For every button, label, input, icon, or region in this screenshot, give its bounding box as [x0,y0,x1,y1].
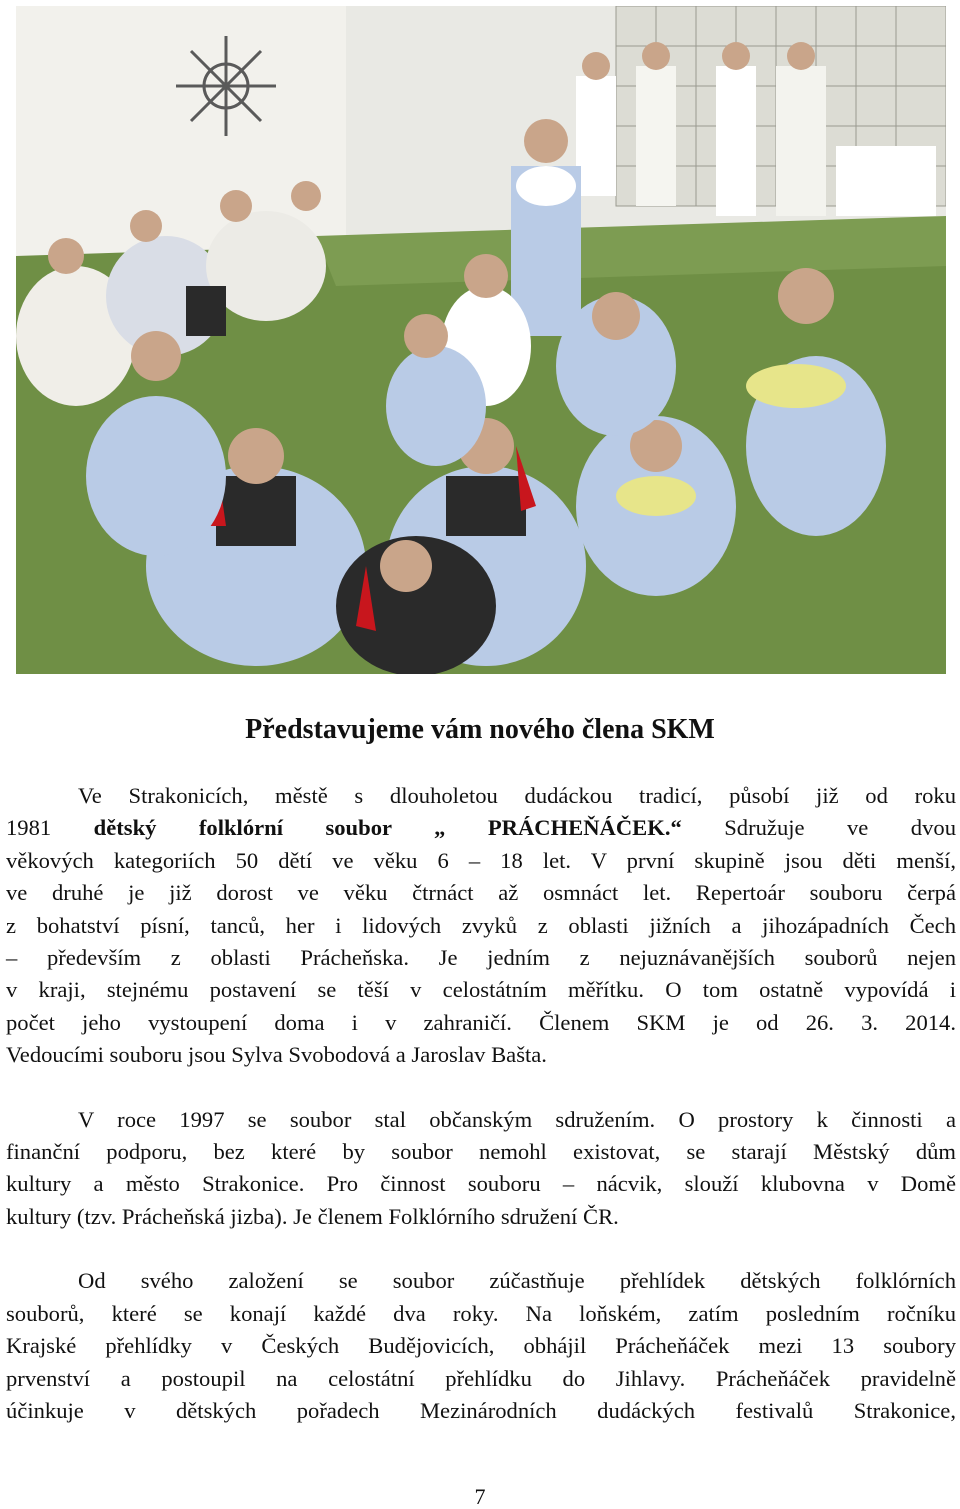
text-line: prvenství a postoupil na celostátní přehlídku do Jihlavy. Prácheňáček pravidelně [6,1365,956,1391]
ensemble-name: dětský folklórní soubor „ PRÁCHEŇÁČEK.“ [93,815,682,841]
article-title: Představujeme vám nového člena SKM [245,714,715,745]
text-line: finanční podporu, bez které by soubor nemohl existovat, se starají Městský dům [6,1139,956,1165]
text-line: Vedoucími souboru jsou Sylva Svobodová a Jaroslav Bašta. [6,1042,547,1068]
text-line: ve druhé je již dorost ve věku čtrnáct až osmnáct let. Repertoár souboru čerpá [6,880,956,906]
paragraph-2 [6,1104,956,1234]
text-line: Od svého založení se soubor zúčastňuje přehlídek dětských folklórních [78,1268,956,1294]
text-line: Ve Strakonicích, městě s dlouholetou dudáckou tradicí, působí již od roku [78,783,956,808]
page-number: 7 [474,1484,486,1509]
paragraph-1 [6,780,956,1072]
text-fragment: Sdružuje ve dvou [681,815,956,841]
text-line: Krajské přehlídky v Českých Budějovicích, obhájil Prácheňáček mezi 13 soubory [6,1333,956,1359]
text-fragment: 1981 [6,815,94,841]
text-line: v kraji, stejnému postavení se těší v celostátním měřítku. O tom ostatně vypovídá i [6,977,956,1003]
text-line: souborů, které se konají každé dva roky. Na loňském, zatím posledním ročníku [6,1300,956,1326]
article-body [6,780,956,1427]
photo-children-folk-ensemble [16,6,946,674]
text-line: účinkuje v dětských pořadech Mezinárodních dudáckých festivalů Strakonice, [6,1397,956,1423]
ensemble-photo [16,6,946,674]
text-line: V roce 1997 se soubor stal občanským sdružením. O prostory k činnosti a [78,1106,956,1132]
text-line: počet jeho vystoupení doma i v zahraničí. Členem SKM je od 26. 3. 2014. [6,1009,956,1035]
text-line: věkových kategoriích 50 dětí ve věku 6 – 18 let. V první skupině jsou děti menší, [6,847,956,873]
text-line: – především z oblasti Prácheňska. Je jedním z nejuznávanějších souborů nejen [6,945,956,971]
paragraph-3 [6,1265,956,1427]
text-line: kultury a město Strakonice. Pro činnost souboru – nácvik, slouží klubovna v Domě [6,1171,956,1197]
text-line: z bohatství písní, tanců, her i lidových zvyků z oblasti jižních a jihozápadních Čech [6,912,956,938]
text-line [6,812,956,844]
text-line: kultury (tzv. Prácheňská jizba). Je členem Folklórního sdružení ČR. [6,1203,619,1229]
